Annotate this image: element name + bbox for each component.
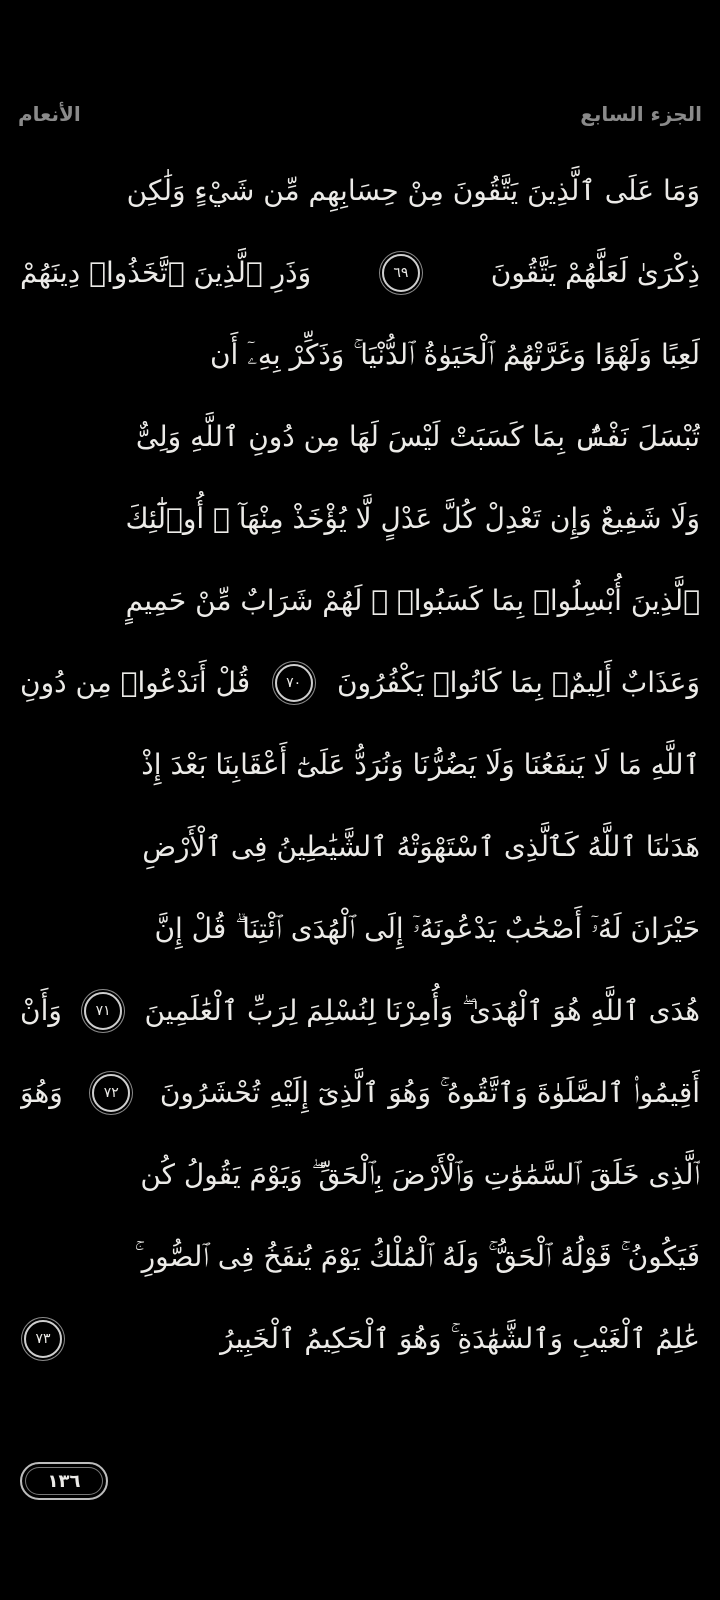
ayah-number-marker: ٧٣ xyxy=(24,1320,62,1358)
verse-line xyxy=(20,806,700,888)
verse-text: وَعَذَابٌ أَلِيمٌۢ بِمَا كَانُوا۟ يَكْفُرُونَ xyxy=(336,666,700,699)
verse-line xyxy=(20,478,700,560)
page-number-badge xyxy=(20,1462,108,1500)
verse-line xyxy=(20,1298,700,1380)
verse-line xyxy=(20,396,700,478)
verse-text: لَعِبًا وَلَهْوًا وَغَرَّتْهُمُ ٱلْحَيَوٰةُ ٱلدُّنْيَا ۚ وَذَكِّرْ بِهِۦٓ أَن xyxy=(209,338,700,371)
quran-page-text xyxy=(20,150,700,1380)
verse-line xyxy=(20,232,700,314)
verse-line xyxy=(20,724,700,806)
verse-text: عَٰلِمُ ٱلْغَيْبِ وَٱلشَّهَٰدَةِ ۚ وَهُوَ ٱلْحَكِيمُ ٱلْخَبِيرُ xyxy=(220,1322,700,1355)
verse-text: وَمَا عَلَى ٱلَّذِينَ يَتَّقُونَ مِنْ حِسَابِهِم مِّن شَيْءٍ وَلَٰكِن xyxy=(126,174,700,207)
page-number: ١٣٦ xyxy=(47,1470,81,1492)
verse-line xyxy=(20,150,700,232)
verse-line xyxy=(20,314,700,396)
ayah-number-marker: ٦٩ xyxy=(382,254,420,292)
verse-text: حَيْرَانَ لَهُۥٓ أَصْحَٰبٌ يَدْعُونَهُۥٓ إِلَى ٱلْهُدَى ٱئْتِنَا ۗ قُلْ إِنَّ xyxy=(154,912,700,945)
ayah-number-marker: ٧٠ xyxy=(275,664,313,702)
verse-text: ٱلَّذِينَ أُبْسِلُوا۟ بِمَا كَسَبُوا۟ ۖ لَهُمْ شَرَابٌ مِّنْ حَمِيمٍ xyxy=(125,584,700,617)
verse-text: هُدَى ٱللَّهِ هُوَ ٱلْهُدَىٰ ۖ وَأُمِرْنَا لِنُسْلِمَ لِرَبِّ ٱلْعَٰلَمِينَ xyxy=(144,994,700,1027)
verse-text: ٱللَّهِ مَا لَا يَنفَعُنَا وَلَا يَضُرُّنَا وَنُرَدُّ عَلَىٰٓ أَعْقَابِنَا بَعْدَ إِذْ xyxy=(141,748,700,781)
verse-line xyxy=(20,560,700,642)
verse-text: ٱلَّذِى خَلَقَ ٱلسَّمَٰوَٰتِ وَٱلْأَرْضَ بِٱلْحَقِّ ۖ وَيَوْمَ يَقُولُ كُن xyxy=(140,1158,700,1191)
verse-text: وَأَنْ xyxy=(20,994,62,1027)
verse-text: أَقِيمُوا۟ ٱلصَّلَوٰةَ وَٱتَّقُوهُ ۚ وَهُوَ ٱلَّذِىٓ إِلَيْهِ تُحْشَرُونَ xyxy=(159,1076,700,1109)
surah-name: الأنعام xyxy=(18,102,81,126)
ayah-number-marker: ٧١ xyxy=(84,992,122,1030)
verse-text: فَيَكُونُ ۚ قَوْلُهُ ٱلْحَقُّ ۚ وَلَهُ ٱلْمُلْكُ يَوْمَ يُنفَخُ فِى ٱلصُّورِ ۚ xyxy=(134,1240,700,1273)
page-header xyxy=(18,96,702,132)
verse-line xyxy=(20,1216,700,1298)
verse-text: هَدَىٰنَا ٱللَّهُ كَٱلَّذِى ٱسْتَهْوَتْهُ ٱلشَّيَٰطِينُ فِى ٱلْأَرْضِ xyxy=(142,830,700,863)
verse-text: وَلَا شَفِيعٌ وَإِن تَعْدِلْ كُلَّ عَدْلٍ لَّا يُؤْخَذْ مِنْهَآ ۗ أُو۟لَٰٓئِكَ xyxy=(125,502,700,535)
ayah-number-marker: ٧٢ xyxy=(92,1074,130,1112)
verse-text: تُبْسَلَ نَفْسٌۢ بِمَا كَسَبَتْ لَيْسَ لَهَا مِن دُونِ ٱللَّهِ وَلِىٌّ xyxy=(135,420,700,453)
juz-name: الجزء السابع xyxy=(580,102,702,126)
verse-text: وَهُوَ xyxy=(20,1076,63,1109)
verse-line xyxy=(20,1134,700,1216)
verse-line xyxy=(20,888,700,970)
verse-line xyxy=(20,970,700,1052)
verse-text: وَذَرِ ٱلَّذِينَ ٱتَّخَذُوا۟ دِينَهُمْ xyxy=(20,256,312,289)
verse-text: ذِكْرَىٰ لَعَلَّهُمْ يَتَّقُونَ xyxy=(490,256,700,289)
verse-text: قُلْ أَنَدْعُوا۟ مِن دُونِ xyxy=(20,666,251,699)
verse-line xyxy=(20,1052,700,1134)
verse-line xyxy=(20,642,700,724)
